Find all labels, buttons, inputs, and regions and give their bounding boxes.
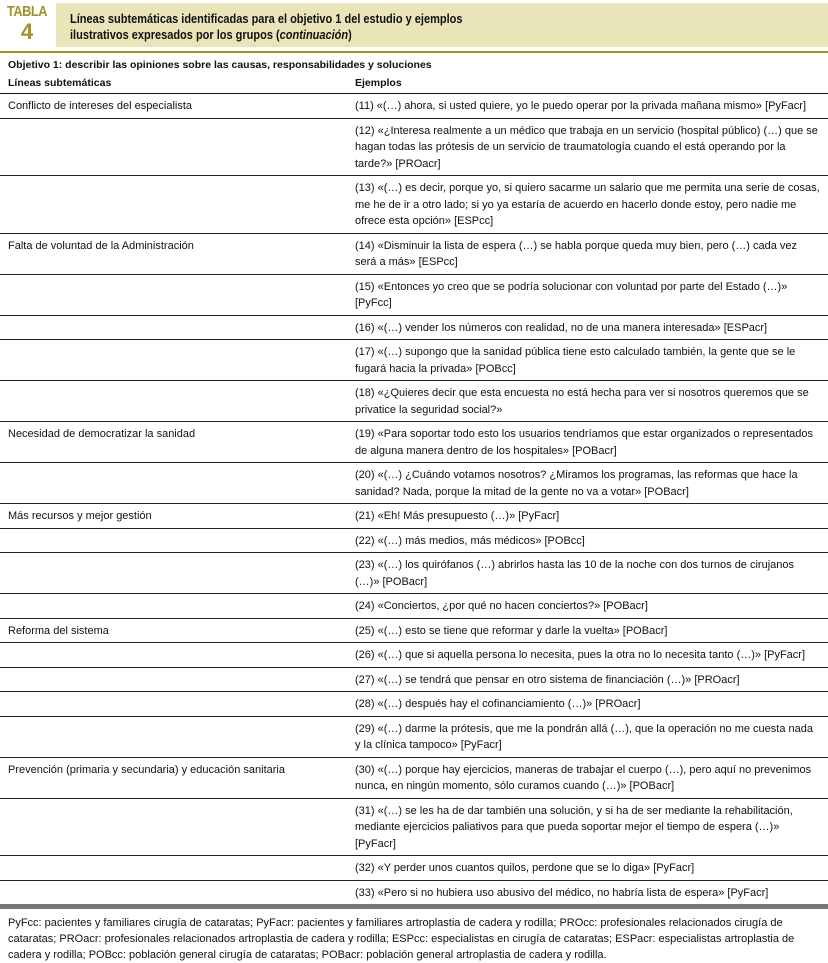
table-row	[0, 619, 828, 644]
table-body	[0, 94, 828, 909]
table-row	[0, 594, 828, 619]
example-cell: (31) «(…) se les ha de dar también una solución, y si ha de ser mediante la rehabilitación, mediante ejercicios paliativos para que pueda soportar mejor el tiempo de espera (…)» [PyFacr]	[355, 804, 793, 850]
table-row	[0, 119, 828, 177]
subtheme-cell	[0, 533, 355, 550]
example-cell: (12) «¿Interesa realmente a un médico que trabaja en un servicio (hospital público) (…) que se hagan todas las prótesis de un servicio de traumatología cuando el está operando por la tarde?» [PROacr]	[355, 124, 818, 170]
title-line-1: Líneas subtemáticas identificadas para el objetivo 1 del estudio y ejemplos	[70, 12, 463, 26]
table-row	[0, 758, 828, 799]
example-cell: (19) «Para soportar todo esto los usuarios tendríamos que estar organizados o representados de alguna manera dentro de los hospitales» [POBacr]	[355, 428, 813, 457]
table-row	[0, 799, 828, 857]
example-cell: (24) «Conciertos, ¿por qué no hacen conciertos?» [POBacr]	[355, 600, 648, 612]
footnote: PyFcc: pacientes y familiares cirugía de cataratas; PyFacr: pacientes y familiares artroplastia de cadera y rodilla; PROcc: profesionales relacionados cirugía de cataratas; PROacr: profesionales relacionados artroplastia de cadera y rodilla; ESPcc: especialistas en cirugía de cataratas; ESPacr: especialistas artroplastia de cadera y rodilla; POBcc: población general cirugía de cataratas; POBacr: población general artroplastia de cadera y rodilla.	[8, 917, 795, 961]
table-row	[0, 856, 828, 881]
example-cell: (22) «(…) más medios, más médicos» [POBcc]	[355, 534, 585, 547]
title-line-2	[70, 27, 737, 43]
table-label	[0, 4, 54, 44]
table-row	[0, 381, 828, 422]
example-cell: (28) «(…) después hay el cofinanciamiento (…)» [PROacr]	[355, 698, 641, 710]
column-header-examples: Ejemplos	[355, 77, 402, 89]
example-cell: (30) «(…) porque hay ejercicios, maneras de trabajar el cuerpo (…), pero aquí no prevenimos nunca, en ningún momento, sólo curamos cuando (…)» [POBacr]	[355, 763, 812, 792]
table-row	[0, 668, 828, 693]
table-row	[0, 529, 828, 554]
table-row	[0, 643, 828, 668]
subtheme-cell	[0, 344, 355, 377]
subtheme-cell	[0, 123, 355, 173]
table-number: 4	[20, 19, 34, 44]
objective-label: Objetivo 1: describir las opiniones sobre las causas, responsabilidades y soluciones	[8, 59, 432, 71]
table-row	[0, 422, 828, 463]
subtheme-cell: Falta de voluntad de la Administración	[8, 239, 194, 252]
subtheme-cell	[0, 696, 355, 713]
subtheme-cell: Prevención (primaria y secundaria) y educación sanitaria	[8, 763, 285, 776]
example-cell: (26) «(…) que si aquella persona lo necesita, pues la otra no lo necesita tanto (…)» [PyFacr]	[355, 649, 806, 661]
subtheme-cell	[0, 385, 355, 418]
title-end: )	[348, 28, 352, 42]
table-row	[0, 504, 828, 529]
example-cell: (29) «(…) darme la prótesis, que me la pondrán allá (…), que la operación no me cuesta nada y la clínica tampoco» [PyFacr]	[355, 722, 813, 751]
example-cell: (21) «Eh! Más presupuesto (…)» [PyFacr]	[355, 510, 560, 522]
example-cell: (13) «(…) es decir, porque yo, si quiero sacarme un salario que me permita una serie de cosas, me he de ir a otro lado; si yo ya estaría de acuerdo en hacerlo donde estoy, pero nadie me ofrece esta opción» [ESPcc]	[355, 182, 820, 227]
example-cell: (16) «(…) vender los números con realidad, no de una manera interesada» [ESPacr]	[355, 321, 768, 334]
subtheme-cell: Más recursos y mejor gestión	[8, 510, 152, 522]
subtheme-cell: Reforma del sistema	[8, 624, 109, 637]
subtheme-cell: Conflicto de intereses del especialista	[8, 100, 193, 112]
table-row	[0, 316, 828, 341]
example-cell: (27) «(…) se tendrá que pensar en otro sistema de financiación (…)» [PROacr]	[355, 673, 740, 686]
table-row	[0, 275, 828, 316]
table-row	[0, 553, 828, 594]
table-row	[0, 234, 828, 275]
example-cell: (20) «(…) ¿Cuándo votamos nosotros? ¿Miramos los programas, las reformas que hace la sanidad? Nada, porque la mitad de la gente no va a votar» [POBacr]	[355, 469, 798, 498]
table-row	[0, 881, 828, 905]
subtheme-cell	[0, 803, 355, 853]
table-title	[56, 3, 828, 47]
subtheme-cell	[0, 180, 355, 230]
example-cell: (23) «(…) los quirófanos (…) abrirlos hasta las 10 de la noche con dos turnos de cirujanos (…)» [POBacr]	[355, 559, 795, 588]
table-label-text: TABLA	[6, 3, 48, 20]
subtheme-cell	[0, 320, 355, 337]
example-cell: (14) «Disminuir la lista de espera (…) se habla porque queda muy bien, pero (…) cada vez será a más» [ESPcc]	[355, 239, 798, 268]
subtheme-cell	[0, 467, 355, 500]
example-cell: (17) «(…) supongo que la sanidad pública tiene esto calculado también, la gente que se le fugará hacia la privada» [POBcc]	[355, 346, 796, 375]
example-cell: (32) «Y perder unos cuantos quilos, perdone que se lo diga» [PyFacr]	[355, 862, 695, 874]
title-line-2-text: ilustrativos expresados por los grupos (	[70, 28, 280, 42]
example-cell: (33) «Pero si no hubiera uso abusivo del médico, no habría lista de espera» [PyFacr]	[355, 886, 769, 899]
table-row	[0, 692, 828, 717]
example-cell: (25) «(…) esto se tiene que reformar y darle la vuelta» [POBacr]	[355, 624, 668, 637]
table-header	[0, 0, 828, 50]
subtheme-cell: Necesidad de democratizar la sanidad	[8, 428, 196, 440]
table-row	[0, 176, 828, 234]
column-header-lines: Líneas subtemáticas	[8, 77, 112, 89]
subtheme-cell	[0, 721, 355, 754]
table-row	[0, 463, 828, 504]
subtheme-cell	[0, 279, 355, 312]
example-cell: (11) «(…) ahora, si usted quiere, yo le puedo operar por la privada mañana mismo» [PyFacr]	[355, 100, 807, 112]
table-row	[0, 94, 828, 119]
subtheme-cell	[0, 647, 355, 664]
column-headers	[0, 73, 828, 94]
table-row	[0, 340, 828, 381]
subtheme-cell	[0, 598, 355, 615]
title-italic: continuación	[279, 28, 349, 42]
subtheme-cell	[0, 885, 355, 902]
example-cell: (18) «¿Quieres decir que esta encuesta no está hecha para ver si nosotros queremos que se privatice la seguridad social?»	[355, 387, 809, 416]
subtheme-cell	[0, 557, 355, 590]
example-cell: (15) «Entonces yo creo que se podría solucionar con voluntad por parte del Estado (…)» [PyFcc]	[355, 280, 788, 309]
table-row	[0, 717, 828, 758]
subtheme-cell	[0, 860, 355, 877]
subtheme-cell	[0, 672, 355, 689]
